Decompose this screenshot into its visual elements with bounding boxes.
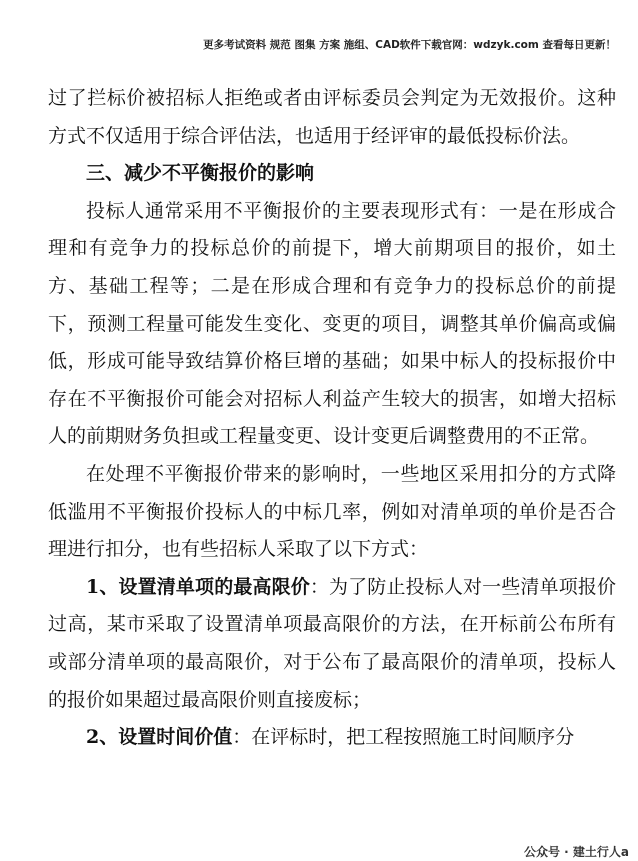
document-body xyxy=(48,80,616,757)
paragraph-1: 过了拦标价被招标人拒绝或者由评标委员会判定为无效报价。这种方式不仅适用于综合评估法，也适用于经评审的最低投标价法。 xyxy=(48,87,616,147)
section-heading: 三、减少不平衡报价的影响 xyxy=(86,162,315,185)
list-item-2 xyxy=(48,719,616,757)
list-item-1-title: 1、设置清单项的最高限价 xyxy=(86,575,310,598)
list-item-2-text: ：在评标时，把工程按照施工时间顺序分 xyxy=(232,726,575,749)
list-item-2-title: 2、设置时间价值 xyxy=(86,726,233,749)
page-header: 更多考试资料 规范 图集 方案 施组、CAD软件下载官网：wdzyk.com 查看每日更新！ xyxy=(203,39,616,51)
watermark: 公众号 · 建土行人a xyxy=(521,842,632,861)
list-item-1 xyxy=(48,569,616,719)
list-item-1-text: ：为了防止投标人对一些清单项报价过高，某市采取了设置清单项最高限价的方法，在开标前公布所有或部分清单项的最高限价，对于公布了最高限价的清单项，投标人的报价如果超过最高限价则直接废标； xyxy=(48,575,616,711)
paragraph-2: 投标人通常采用不平衡报价的主要表现形式有：一是在形成合理和有竞争力的投标总价的前提下，增大前期项目的报价，如土方、基础工程等；二是在形成合理和有竞争力的投标总价的前提下，预测工程量可能发生变化、变更的项目，调整其单价偏高或偏低，形成可能导致结算价格巨增的基础；如果中标人的投标报价中存在不平衡报价可能会对招标人利益产生较大的损害，如增大招标人的前期财务负担或工程量变更、设计变更后调整费用的不正常。 xyxy=(48,199,616,448)
paragraph-3: 在处理不平衡报价带来的影响时，一些地区采用扣分的方式降低滥用不平衡报价投标人的中标几率，例如对清单项的单价是否合理进行扣分，也有些招标人采取了以下方式： xyxy=(48,462,616,561)
